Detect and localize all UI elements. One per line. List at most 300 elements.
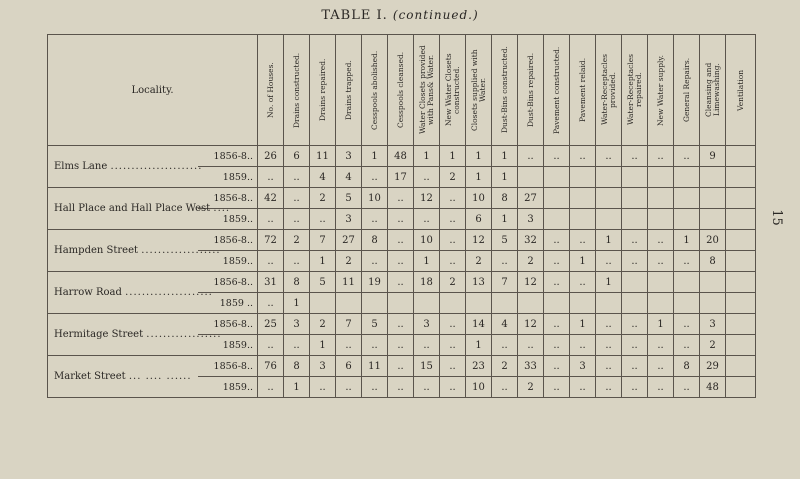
table-cell	[544, 188, 570, 209]
table-cell: ..	[388, 272, 414, 293]
table-cell: 19	[362, 272, 388, 293]
table-cell	[674, 272, 700, 293]
table-cell	[726, 377, 756, 398]
table-cell: ..	[388, 356, 414, 377]
header-column	[414, 35, 440, 146]
table-cell: ..	[648, 146, 674, 167]
table-cell	[726, 188, 756, 209]
page-number: 15	[768, 209, 784, 226]
table-cell: ..	[258, 293, 284, 314]
table-cell: ..	[648, 230, 674, 251]
table-cell	[518, 293, 544, 314]
table-cell: ..	[648, 335, 674, 356]
period-label: 1856-8..	[198, 272, 258, 293]
table-cell: ..	[648, 377, 674, 398]
header-row	[48, 35, 756, 146]
header-column	[362, 35, 388, 146]
table-cell: 3	[570, 356, 596, 377]
table-cell: 8	[492, 188, 518, 209]
table-cell: 31	[258, 272, 284, 293]
table-cell: ..	[414, 335, 440, 356]
table-cell: 3	[336, 146, 362, 167]
table-cell: 1	[310, 335, 336, 356]
header-column-label: Drains constructed.	[291, 52, 301, 128]
table-cell: ..	[596, 335, 622, 356]
table-cell: 4	[336, 167, 362, 188]
table-cell: ..	[310, 209, 336, 230]
table-cell	[362, 293, 388, 314]
table-cell	[466, 293, 492, 314]
table-cell: ..	[492, 251, 518, 272]
header-locality: Locality.	[48, 35, 258, 146]
period-label: 1859..	[198, 209, 258, 230]
table-cell: ..	[388, 377, 414, 398]
header-column	[648, 35, 674, 146]
locality-name-text: Hampden Street	[54, 245, 139, 256]
table-cell: 2	[518, 251, 544, 272]
table-cell: 10	[362, 188, 388, 209]
table-cell: 2	[336, 251, 362, 272]
table-cell: 1	[596, 230, 622, 251]
table-cell: ..	[440, 230, 466, 251]
table-cell: ..	[362, 335, 388, 356]
table-cell	[648, 188, 674, 209]
table-cell: ..	[258, 251, 284, 272]
period-label: 1859 ..	[198, 293, 258, 314]
table-cell	[622, 272, 648, 293]
header-column-label: Closets supplied with Water.	[469, 49, 487, 131]
table-cell: 2	[492, 356, 518, 377]
header-column-label: Drains trapped.	[343, 60, 353, 120]
table-cell: 76	[258, 356, 284, 377]
table-cell: 10	[466, 188, 492, 209]
table-cell: 3	[336, 209, 362, 230]
table-cell: ..	[544, 335, 570, 356]
table-cell	[726, 335, 756, 356]
header-column-label: Cesspools cleansed.	[395, 51, 405, 129]
period-label: 1856-8..	[198, 230, 258, 251]
header-column	[310, 35, 336, 146]
table-cell	[726, 146, 756, 167]
table-cell	[310, 293, 336, 314]
table-cell: ..	[310, 377, 336, 398]
table-cell: ..	[440, 188, 466, 209]
header-column	[466, 35, 492, 146]
table-cell: 1	[440, 146, 466, 167]
table-cell	[648, 272, 674, 293]
table-cell: 7	[492, 272, 518, 293]
table-cell: 15	[414, 356, 440, 377]
table-cell: ..	[518, 335, 544, 356]
table-cell: ..	[362, 251, 388, 272]
header-column-label: General Repairs.	[681, 57, 691, 123]
table-cell: 8	[284, 356, 310, 377]
table-cell: 8	[700, 251, 726, 272]
table-cell	[700, 188, 726, 209]
table-cell: 1	[492, 167, 518, 188]
table-cell: 2	[310, 188, 336, 209]
table-row	[48, 188, 756, 209]
table-cell: ..	[440, 356, 466, 377]
table-cell: 6	[336, 356, 362, 377]
table-cell: ..	[518, 146, 544, 167]
table-cell	[570, 188, 596, 209]
table-cell: ..	[648, 251, 674, 272]
table-cell: ..	[258, 335, 284, 356]
table-row	[48, 146, 756, 167]
table-cell: ..	[388, 314, 414, 335]
header-column-label: Cesspools abolished.	[369, 50, 379, 130]
table-cell	[544, 167, 570, 188]
table-cell: 6	[466, 209, 492, 230]
table-cell: ..	[544, 230, 570, 251]
period-label: 1859..	[198, 335, 258, 356]
table-cell: ..	[570, 272, 596, 293]
table-cell: ..	[622, 251, 648, 272]
table-cell: 1	[310, 251, 336, 272]
table-cell	[648, 293, 674, 314]
table-cell	[596, 167, 622, 188]
table-cell: 2	[310, 314, 336, 335]
table-cell: ..	[622, 356, 648, 377]
table-cell: ..	[570, 230, 596, 251]
table-cell: ..	[414, 167, 440, 188]
table-cell: 5	[310, 272, 336, 293]
table-cell: 27	[336, 230, 362, 251]
table-cell: 11	[336, 272, 362, 293]
header-column-label: Dust-Bins constructed.	[499, 46, 509, 134]
period-label: 1856-8..	[198, 356, 258, 377]
table-cell	[518, 167, 544, 188]
period-label: 1856-8..	[198, 314, 258, 335]
table-cell: 1	[414, 251, 440, 272]
table-cell: 2	[466, 251, 492, 272]
locality-name-text: Harrow Road	[54, 287, 122, 298]
table-cell	[440, 293, 466, 314]
table-cell: 13	[466, 272, 492, 293]
table-cell	[570, 209, 596, 230]
table-cell: ..	[414, 377, 440, 398]
locality-name-text: Market Street	[54, 371, 126, 382]
table-cell	[726, 314, 756, 335]
table-row	[48, 272, 756, 293]
table-cell	[726, 209, 756, 230]
header-column	[700, 35, 726, 146]
table-cell	[700, 209, 726, 230]
table-cell: 32	[518, 230, 544, 251]
period-label: 1859..	[198, 251, 258, 272]
header-column	[596, 35, 622, 146]
table-cell: ..	[284, 188, 310, 209]
table-cell: 2	[518, 377, 544, 398]
table-cell	[700, 272, 726, 293]
header-column	[570, 35, 596, 146]
table-cell: 23	[466, 356, 492, 377]
table-cell: 3	[310, 356, 336, 377]
table-cell: ..	[362, 167, 388, 188]
table-cell: ..	[492, 377, 518, 398]
table-cell: ..	[544, 314, 570, 335]
leader-dots: ......................	[110, 161, 203, 172]
header-column-label: Ventilation	[735, 69, 745, 111]
table-cell: ..	[284, 209, 310, 230]
leader-dots: ..................	[146, 329, 222, 340]
table-cell: ..	[388, 230, 414, 251]
table-cell	[596, 293, 622, 314]
table-cell	[674, 188, 700, 209]
table-cell	[726, 293, 756, 314]
table-cell	[622, 167, 648, 188]
table-cell: 12	[518, 314, 544, 335]
table-cell: 10	[466, 377, 492, 398]
table-cell: ..	[570, 146, 596, 167]
table-cell: 1	[466, 167, 492, 188]
table-cell	[700, 293, 726, 314]
table-cell: ..	[362, 377, 388, 398]
table-cell	[674, 167, 700, 188]
table-cell: ..	[388, 209, 414, 230]
table-cell: 5	[336, 188, 362, 209]
table-cell	[570, 167, 596, 188]
table-row	[48, 356, 756, 377]
header-column-label: Pavement relaid.	[577, 57, 587, 123]
header-column-label: Cleansing and Limewashing.	[703, 62, 721, 118]
table-cell: 1	[570, 314, 596, 335]
table-cell: ..	[258, 377, 284, 398]
table-cell: ..	[440, 314, 466, 335]
title-suffix: (continued.)	[392, 8, 479, 22]
header-column-label: Water Closets provided with Pans& Water.	[417, 45, 435, 135]
header-column	[622, 35, 648, 146]
table-cell: 12	[466, 230, 492, 251]
table-cell: 8	[674, 356, 700, 377]
table-cell: ..	[388, 188, 414, 209]
table-cell: 25	[258, 314, 284, 335]
table-cell: ..	[414, 209, 440, 230]
table-cell: 2	[284, 230, 310, 251]
table-cell	[622, 293, 648, 314]
table-cell	[622, 188, 648, 209]
table-cell: 3	[414, 314, 440, 335]
table-cell: ..	[284, 251, 310, 272]
table-cell: 33	[518, 356, 544, 377]
title-text: TABLE I.	[321, 8, 388, 23]
table-cell	[648, 167, 674, 188]
table-cell: 4	[310, 167, 336, 188]
header-column	[544, 35, 570, 146]
table-cell: 5	[362, 314, 388, 335]
header-column	[518, 35, 544, 146]
table-cell: 2	[440, 167, 466, 188]
table-cell: ..	[544, 251, 570, 272]
table-cell	[570, 293, 596, 314]
header-column-label: Water-Receptacles provided.	[599, 54, 617, 126]
table-cell: ..	[336, 377, 362, 398]
table-cell	[596, 188, 622, 209]
table-cell: ..	[258, 167, 284, 188]
table-cell: 5	[492, 230, 518, 251]
table-cell: 11	[362, 356, 388, 377]
locality-name	[48, 314, 222, 356]
table-cell: 48	[700, 377, 726, 398]
table-cell: ..	[284, 167, 310, 188]
table-cell: 18	[414, 272, 440, 293]
table-cell: 9	[700, 146, 726, 167]
table-cell: 14	[466, 314, 492, 335]
table-cell: ..	[440, 377, 466, 398]
header-column-label: Drains repaired.	[317, 58, 327, 122]
table-cell: 3	[284, 314, 310, 335]
table-cell: 4	[492, 314, 518, 335]
table-cell: ..	[596, 377, 622, 398]
table-cell	[726, 251, 756, 272]
period-label: 1856-8..	[198, 146, 258, 167]
table-cell: ..	[284, 335, 310, 356]
table-row	[48, 230, 756, 251]
table-cell: 1	[648, 314, 674, 335]
header-column	[336, 35, 362, 146]
table-cell: 1	[570, 251, 596, 272]
table-cell: 12	[518, 272, 544, 293]
table-cell: 12	[414, 188, 440, 209]
table-cell: ..	[674, 314, 700, 335]
table-cell: 17	[388, 167, 414, 188]
table-cell: 26	[258, 146, 284, 167]
table-cell	[622, 209, 648, 230]
table-cell	[674, 209, 700, 230]
table-cell: ..	[596, 314, 622, 335]
table-cell: 2	[440, 272, 466, 293]
period-label: 1859..	[198, 377, 258, 398]
table-cell: 2	[700, 335, 726, 356]
table-cell	[544, 209, 570, 230]
table-cell: ..	[570, 335, 596, 356]
table-cell	[648, 209, 674, 230]
table-cell: ..	[622, 377, 648, 398]
locality-name	[48, 146, 203, 188]
leader-dots: .....................	[125, 287, 213, 298]
table-cell: 29	[700, 356, 726, 377]
table-cell: ..	[388, 335, 414, 356]
table-cell: 48	[388, 146, 414, 167]
table-cell	[544, 293, 570, 314]
table-cell: 27	[518, 188, 544, 209]
table-cell: 1	[466, 146, 492, 167]
table-cell: ..	[622, 335, 648, 356]
leader-dots: ....	[213, 203, 231, 214]
header-column	[388, 35, 414, 146]
table-cell: 1	[492, 146, 518, 167]
table-cell	[726, 230, 756, 251]
table-cell: ..	[570, 377, 596, 398]
table-cell: 1	[362, 146, 388, 167]
header-column	[284, 35, 310, 146]
table-cell: 10	[414, 230, 440, 251]
table-title	[0, 8, 800, 23]
table-cell: 1	[674, 230, 700, 251]
locality-name-text: Hall Place and Hall Place West	[54, 203, 211, 214]
table-cell: ..	[258, 209, 284, 230]
table-cell: ..	[674, 146, 700, 167]
header-column-label: No. of Houses.	[265, 62, 275, 118]
table-cell: 42	[258, 188, 284, 209]
table-cell	[414, 293, 440, 314]
header-column-label: Pavement constructed.	[551, 46, 561, 134]
header-column-label: New Water Closets constructed.	[443, 53, 461, 127]
table-row	[48, 314, 756, 335]
table-cell	[336, 293, 362, 314]
header-column	[258, 35, 284, 146]
table-cell: 6	[284, 146, 310, 167]
table-cell: 1	[596, 272, 622, 293]
table-cell: ..	[674, 335, 700, 356]
table-cell	[726, 167, 756, 188]
table-cell: 1	[284, 377, 310, 398]
table-cell: 3	[700, 314, 726, 335]
locality-name	[48, 356, 198, 398]
table-cell: ..	[440, 335, 466, 356]
table-cell: 8	[284, 272, 310, 293]
table-cell: ..	[544, 377, 570, 398]
locality-name	[48, 272, 213, 314]
table-cell: ..	[440, 251, 466, 272]
leader-dots: ... .... ......	[128, 371, 192, 382]
table-cell	[726, 356, 756, 377]
period-label: 1856-8..	[198, 188, 258, 209]
table-cell: 7	[336, 314, 362, 335]
table-cell: 1	[466, 335, 492, 356]
period-label: 1859..	[198, 167, 258, 188]
table-cell: ..	[596, 146, 622, 167]
table-cell: 7	[310, 230, 336, 251]
table-cell: ..	[388, 251, 414, 272]
table-cell: ..	[492, 335, 518, 356]
table-cell	[674, 293, 700, 314]
table-cell: ..	[674, 377, 700, 398]
locality-name-text: Hermitage Street	[54, 329, 144, 340]
table-cell: ..	[596, 356, 622, 377]
header-column-label: Water-Receptacles repaired.	[625, 54, 643, 126]
table-cell	[388, 293, 414, 314]
table-cell: ..	[544, 272, 570, 293]
table-cell: ..	[674, 251, 700, 272]
table-cell: ..	[336, 335, 362, 356]
table-cell: 1	[492, 209, 518, 230]
data-table	[47, 34, 756, 398]
table-cell: ..	[648, 356, 674, 377]
table-cell: ..	[622, 314, 648, 335]
locality-name	[48, 230, 221, 272]
table-cell: ..	[440, 209, 466, 230]
table-cell: 1	[284, 293, 310, 314]
table-cell: 72	[258, 230, 284, 251]
table-cell	[726, 272, 756, 293]
table-cell: ..	[362, 209, 388, 230]
table-cell: 3	[518, 209, 544, 230]
table-cell: ..	[622, 146, 648, 167]
locality-name-text: Elms Lane	[54, 161, 108, 172]
table-cell: ..	[596, 251, 622, 272]
table-cell: ..	[622, 230, 648, 251]
header-column	[674, 35, 700, 146]
table-cell: 8	[362, 230, 388, 251]
table-cell: ..	[544, 356, 570, 377]
table-cell: 1	[414, 146, 440, 167]
header-column	[726, 35, 756, 146]
leader-dots: ...................	[141, 245, 221, 256]
table-cell: ..	[544, 146, 570, 167]
header-column	[492, 35, 518, 146]
